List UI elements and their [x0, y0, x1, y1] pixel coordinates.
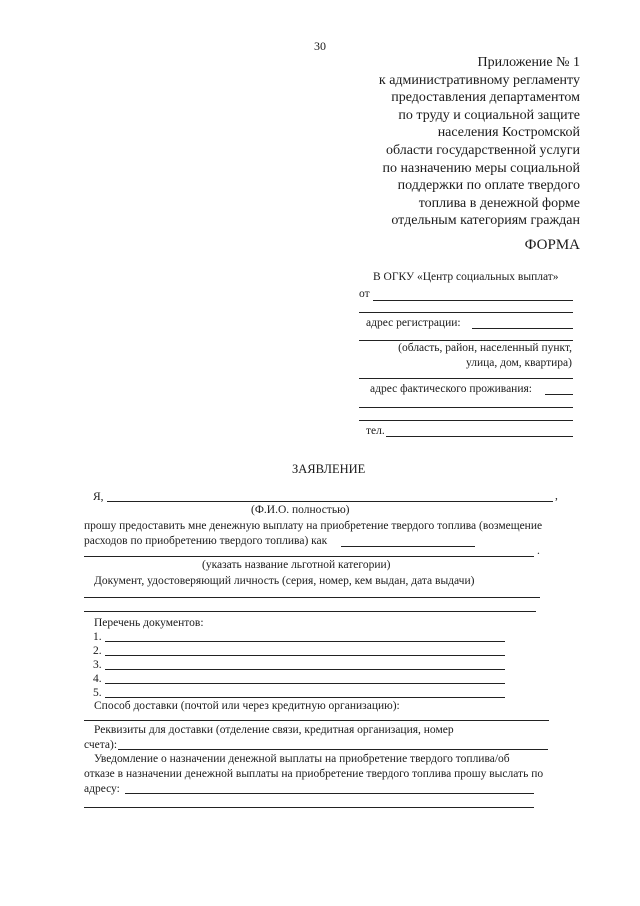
address-hint-2: улица, дом, квартира)	[466, 357, 572, 369]
document-list-title: Перечень документов:	[94, 617, 204, 629]
document-number: 4.	[93, 673, 102, 685]
category-hint: (указать название льготной категории)	[202, 559, 391, 571]
from-line-2	[359, 312, 573, 313]
document-number: 5.	[93, 687, 102, 699]
category-line	[341, 546, 475, 547]
delivery-method-line	[84, 720, 549, 721]
request-line-2: расходов по приобретению твердого топлива) как	[84, 535, 328, 547]
appendix-line: предоставления департаментом	[391, 90, 580, 106]
appendix-line: по назначению меры социальной	[382, 160, 580, 176]
document-number: 2.	[93, 645, 102, 657]
id-document-line-2	[84, 611, 536, 612]
appendix-line: топлива в денежной форме	[418, 195, 580, 211]
requisites-label-1: Реквизиты для доставки (отделение связи, кредитная организация, номер	[94, 724, 454, 736]
page-number: 30	[314, 39, 326, 53]
addressee-from-label: от	[359, 288, 370, 300]
reg-address-label: адрес регистрации:	[366, 317, 461, 329]
appendix-line: отдельным категориям граждан	[391, 213, 580, 229]
category-line-2	[84, 556, 534, 557]
appendix-line: области государственной услуги	[385, 142, 580, 158]
appendix-title: Приложение № 1	[477, 55, 580, 70]
requisites-line	[118, 749, 548, 750]
form-label: ФОРМА	[524, 237, 580, 253]
i-label: Я,	[93, 491, 104, 503]
notification-address-line-2	[84, 807, 534, 808]
document-number: 3.	[93, 659, 102, 671]
delivery-method-label: Способ доставки (почтой или через кредитную организацию):	[94, 700, 400, 712]
address-hint-1: (область, район, населенный пункт,	[398, 342, 572, 354]
actual-address-line	[545, 394, 573, 395]
appendix-line: поддержки по оплате твердого	[397, 178, 580, 194]
actual-address-line-3	[359, 420, 573, 421]
fio-hint: (Ф.И.О. полностью)	[251, 504, 350, 516]
address-line	[359, 378, 573, 379]
addressee-to: В ОГКУ «Центр социальных выплат»	[373, 271, 559, 283]
document-number: 1.	[93, 631, 102, 643]
id-document-line	[84, 597, 540, 598]
notification-line-2: отказе в назначении денежной выплаты на приобретение твердого топлива прошу выслать по	[84, 768, 544, 780]
fio-comma: ,	[555, 490, 558, 502]
appendix-header	[379, 54, 580, 230]
requisites-label-2: счета):	[84, 739, 118, 751]
reg-address-line	[472, 328, 573, 329]
document-line	[105, 655, 505, 656]
notification-line-3: адресу:	[84, 783, 120, 795]
appendix-line: к административному регламенту	[378, 72, 580, 88]
document-line	[105, 683, 505, 684]
document-line	[105, 641, 505, 642]
appendix-line: по труду и социальной защите	[398, 107, 580, 123]
actual-address-line-2	[359, 407, 573, 408]
notification-line-1: Уведомление о назначении денежной выплаты на приобретение твердого топлива/об	[94, 753, 510, 765]
phone-line	[386, 436, 573, 437]
fio-line	[107, 501, 553, 502]
from-line	[373, 300, 573, 301]
document-line	[105, 669, 505, 670]
request-line-1: прошу предоставить мне денежную выплату на приобретение твердого топлива (возмещение	[84, 520, 543, 532]
category-period: .	[537, 545, 540, 557]
actual-address-label: адрес фактического проживания:	[370, 383, 532, 395]
phone-label: тел.	[366, 425, 385, 437]
document-line	[105, 697, 505, 698]
statement-title: ЗАЯВЛЕНИЕ	[292, 462, 366, 476]
id-document-label: Документ, удостоверяющий личность (серия, номер, кем выдан, дата выдачи)	[94, 575, 475, 587]
reg-address-line-2	[359, 340, 573, 341]
appendix-line: населения Костромской	[437, 125, 580, 141]
notification-address-line	[125, 793, 534, 794]
